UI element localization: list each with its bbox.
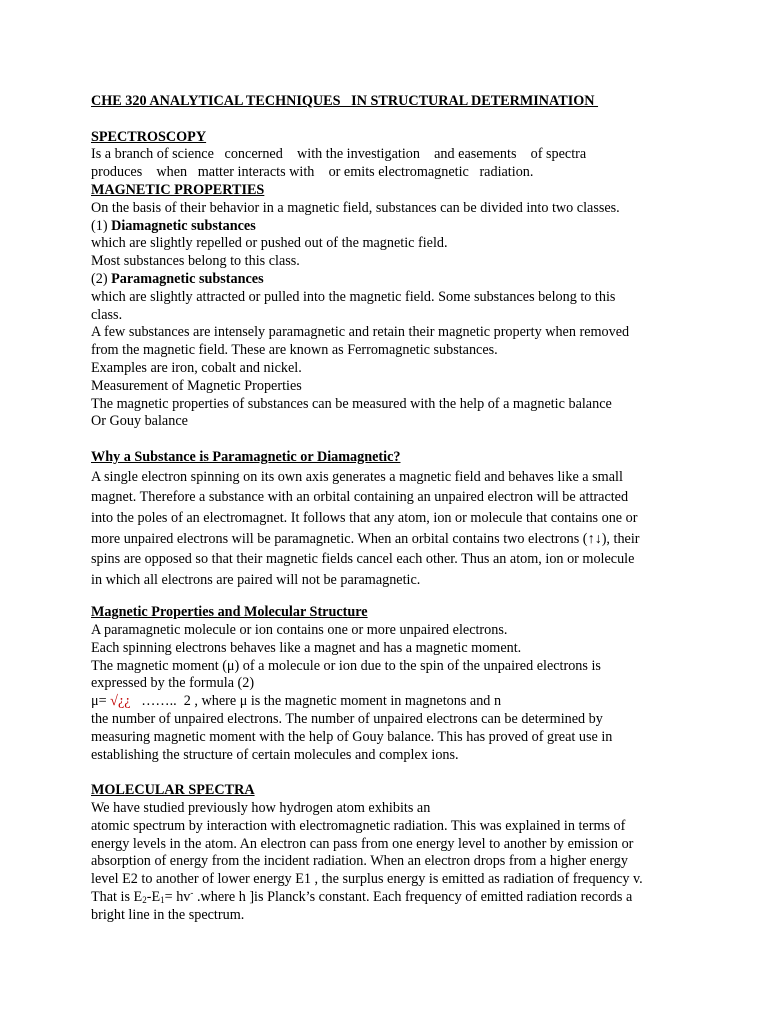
paragraph-line: The magnetic properties of substances can be measured with the help of a magnetic balance [91, 395, 612, 412]
planck-line: That is $E_2-E_1= hv^-$ .where h ]is Planck’s constant. Each frequency of emitted radiation records a [91, 887, 633, 906]
paragraph-line: Most substances belong to this class. [91, 253, 300, 270]
paragraph-line: measuring magnetic moment with the help of Gouy balance. This has proved of great use in [91, 728, 613, 745]
document-body [91, 93, 691, 925]
course-title: CHE 320 ANALYTICAL TECHNIQUES IN STRUCTURAL DETERMINATION [91, 93, 599, 109]
paragraph-line: The magnetic moment (μ) of a molecule or ion due to the spin of the unpaired electrons is [91, 657, 601, 674]
class-2-heading: (2) Paramagnetic substances [91, 270, 264, 287]
paragraph-line: in which all electrons are paired will not be paramagnetic. [91, 571, 421, 588]
heading-molecular-spectra: MOLECULAR SPECTRA [91, 782, 255, 799]
paragraph-line: magnet. Therefore a substance with an orbital containing an unpaired electron will be attracted [91, 489, 629, 506]
paragraph-line: absorption of energy from the incident radiation. When an electron drops from a higher energy [91, 853, 628, 870]
heading-magnetic-properties: MAGNETIC PROPERTIES [91, 181, 265, 198]
paragraph-line: A paramagnetic molecule or ion contains one or more unpaired electrons. [91, 622, 508, 639]
paragraph-line: class. [91, 306, 123, 323]
paragraph-line: which are slightly repelled or pushed out of the magnetic field. [91, 235, 448, 252]
heading-spectroscopy: SPECTROSCOPY [91, 128, 207, 145]
paragraph-line: produces when matter interacts with or emits electromagnetic radiation. [91, 164, 534, 181]
heading-molecular-structure: Magnetic Properties and Molecular Structure [91, 604, 368, 621]
paragraph-line: atomic spectrum by interaction with electromagnetic radiation. This was explained in terms of [91, 817, 626, 834]
paragraph-line: the number of unpaired electrons. The number of unpaired electrons can be determined by [91, 711, 603, 728]
paragraph-line: level E2 to another of lower energy E1 , the surplus energy is emitted as radiation of frequency v. [91, 871, 643, 888]
paragraph-line: A few substances are intensely paramagnetic and retain their magnetic property when removed [91, 324, 630, 341]
paragraph-line: establishing the structure of certain molecules and complex ions. [91, 746, 459, 763]
formula-sqrt: √¿¿ [110, 693, 131, 710]
paragraph-line: Each spinning electrons behaves like a magnet and has a magnetic moment. [91, 639, 522, 656]
paragraph-line: Examples are iron, cobalt and nickel. [91, 359, 302, 376]
formula-line: μ= √¿¿ …….. 2 , where μ is the magnetic moment in magnetons and n [91, 693, 502, 710]
paragraph-line: Or Gouy balance [91, 413, 188, 430]
paragraph-line: spins are opposed so that their magnetic fields cancel each other. Thus an atom, ion or molecule [91, 551, 635, 568]
paragraph-line: A single electron spinning on its own axis generates a magnetic field and behaves like a small [91, 468, 623, 485]
paragraph-line: from the magnetic field. These are known as Ferromagnetic substances. [91, 342, 498, 359]
paragraph-line: We have studied previously how hydrogen atom exhibits an [91, 800, 431, 817]
paragraph-line: into the poles of an electromagnet. It follows that any atom, ion or molecule that contains one or [91, 509, 638, 526]
class-1-heading: (1) Diamagnetic substances [91, 217, 256, 234]
paragraph-line: On the basis of their behavior in a magnetic field, substances can be divided into two classes. [91, 199, 620, 216]
paragraph-line: Measurement of Magnetic Properties [91, 377, 302, 394]
paragraph-line: which are slightly attracted or pulled into the magnetic field. Some substances belong to this [91, 288, 616, 305]
paragraph-line: more unpaired electrons will be paramagnetic. When an orbital contains two electrons (↑↓), their [91, 530, 640, 547]
paragraph-line: Is a branch of science concerned with the investigation and easements of spectra [91, 146, 587, 163]
paragraph-line: expressed by the formula (2) [91, 675, 255, 692]
heading-why-substance: Why a Substance is Paramagnetic or Diamagnetic? [91, 448, 401, 465]
paragraph-line: bright line in the spectrum. [91, 906, 245, 923]
paragraph-line: energy levels in the atom. An electron can pass from one energy level to another by emission or [91, 835, 634, 852]
